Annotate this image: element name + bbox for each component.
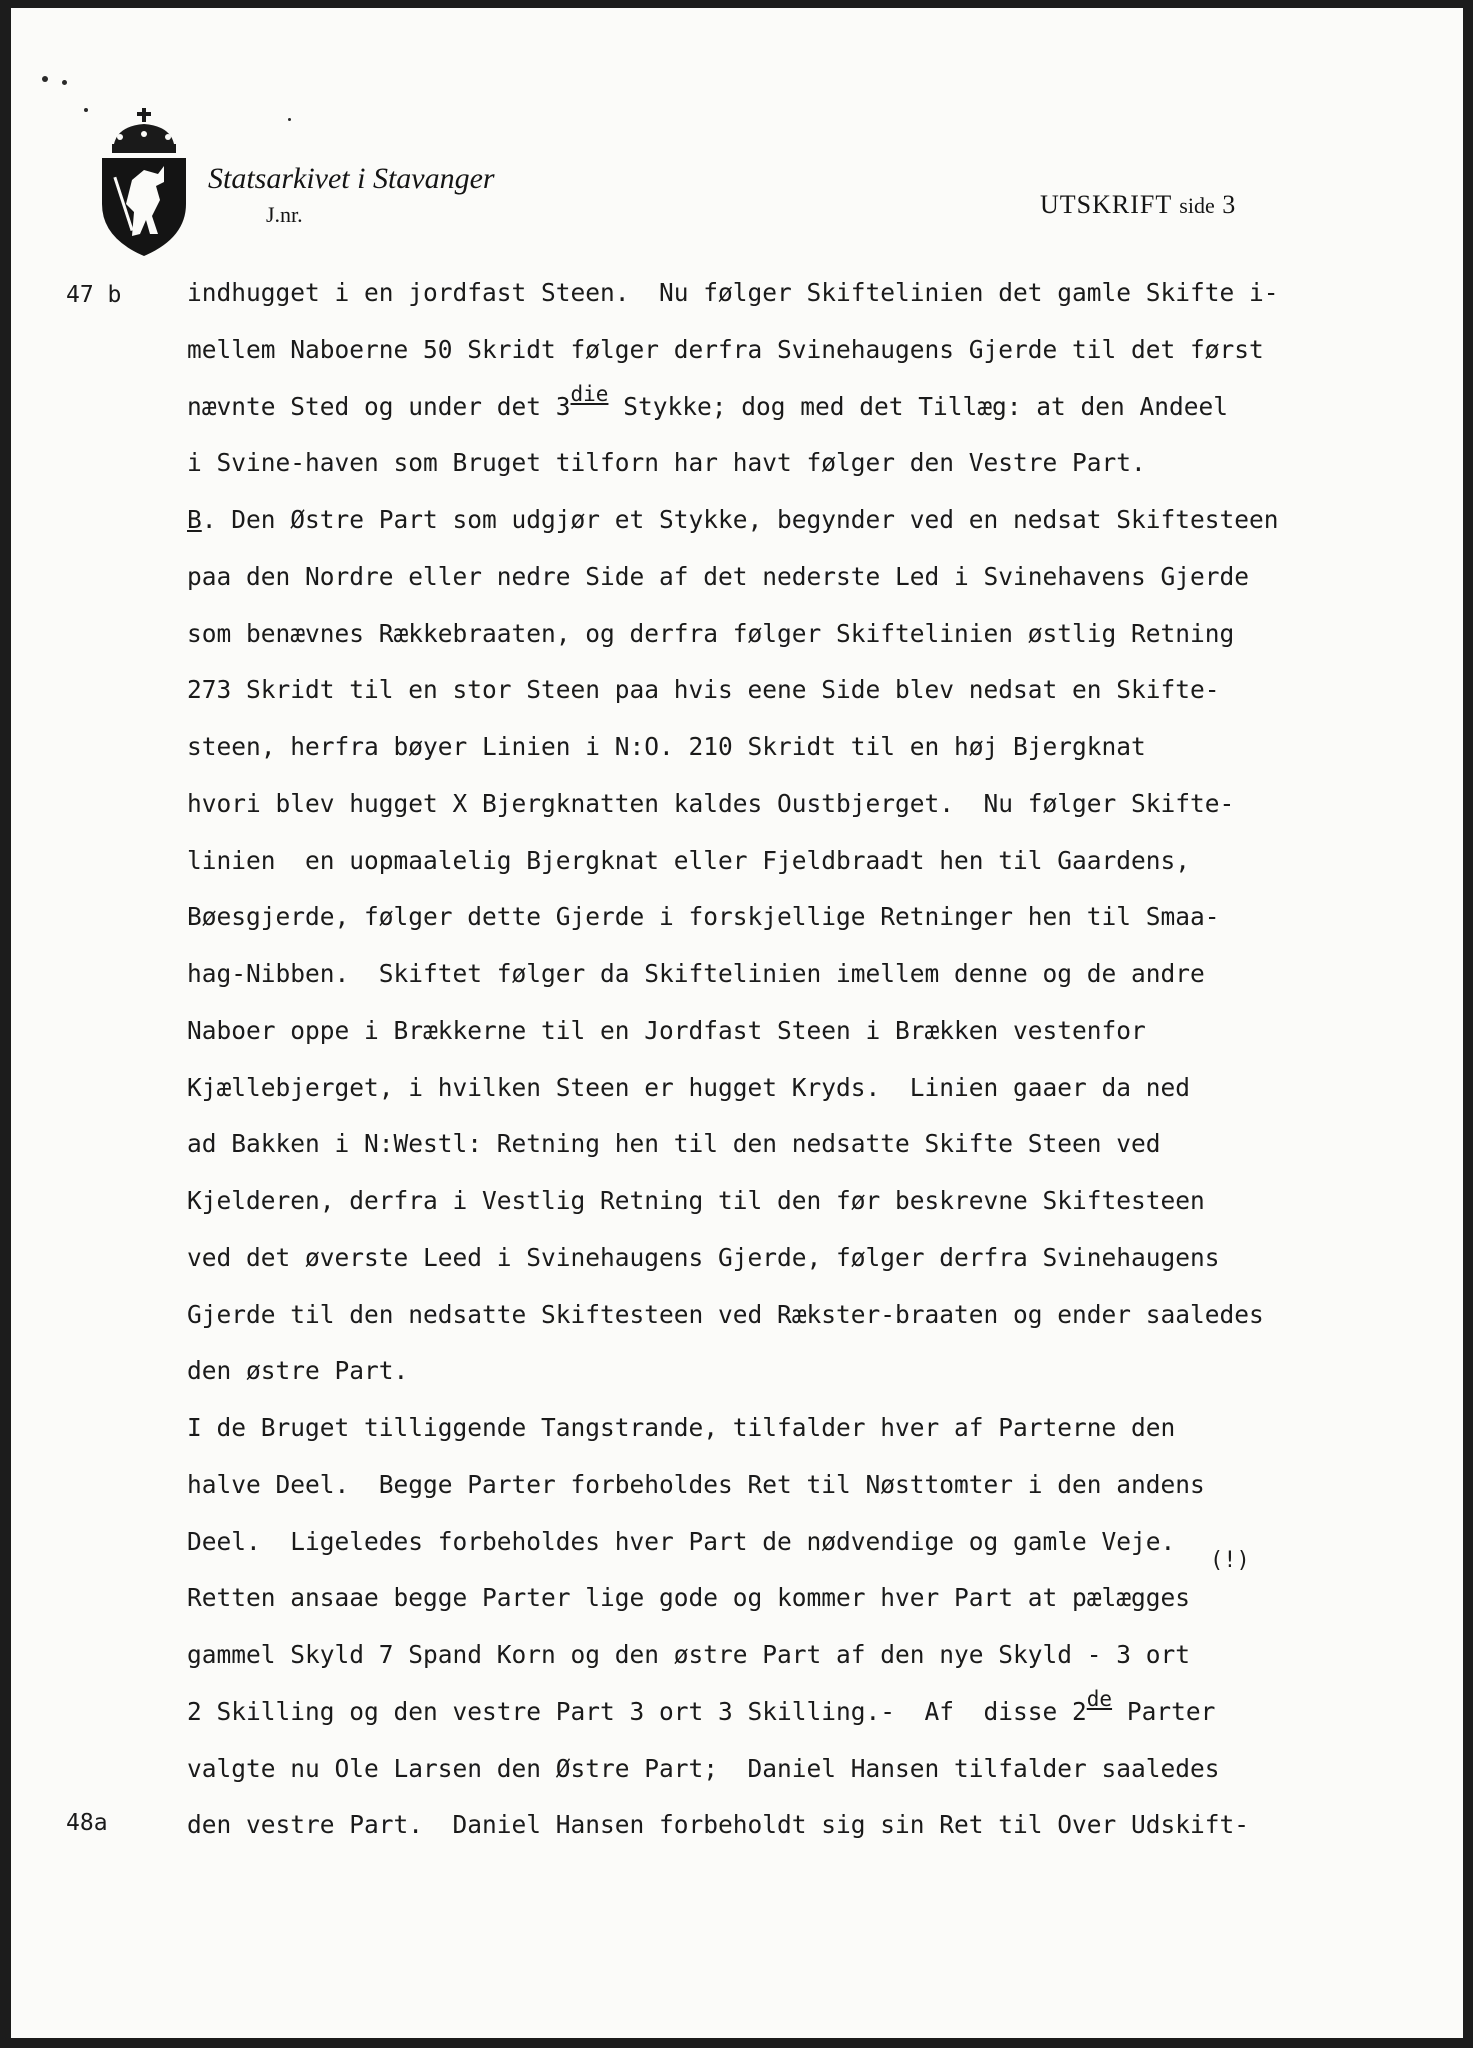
side-label: side [1179,193,1215,218]
text-line: Kjællebjerget, i hvilken Steen er hugget Kryds. Linien gaaer da ned [187,1073,1191,1102]
text-line: Retten ansaae begge Parter lige gode og kommer hver Part at pælægges [187,1583,1191,1612]
norwegian-coat-of-arms-icon [98,108,190,258]
margin-speck [62,80,67,85]
text-line: som benævnes Rækkebraaten, og derfra følger Skiftelinien østlig Retning [187,619,1235,648]
ordinal-superscript: die [570,382,609,406]
text-line: ved det øverste Leed i Svinehaugens Gjerde, følger derfra Svinehaugens [187,1243,1220,1272]
page-header [1040,190,1236,220]
text-line: Naboer oppe i Brækkerne til en Jordfast Steen i Brækken vestenfor [187,1016,1146,1045]
exclamation-annotation: (!) [1210,1548,1250,1573]
text-segment: 2 Skilling og den vestre Part 3 ort 3 Skilling.- Af disse 2 [187,1697,1087,1726]
text-line: i Svine-haven som Bruget tilforn har havt følger den Vestre Part. [187,448,1146,477]
text-line [187,382,1228,421]
text-segment: Stykke; dog med det Tillæg: at den Andeel [608,392,1228,421]
text-line: Deel. Ligeledes forbeholdes hver Part de nødvendige og gamle Veje. [187,1527,1176,1556]
ordinal-superscript: de [1086,1687,1113,1711]
text-line [187,1687,1216,1726]
text-line: Kjelderen, derfra i Vestlig Retning til den før beskrevne Skiftesteen [187,1186,1205,1215]
text-line: paa den Nordre eller nedre Side af det nederste Led i Svinehavens Gjerde [187,562,1250,591]
text-line: 273 Skridt til en stor Steen paa hvis eene Side blev nedsat en Skifte- [187,675,1220,704]
text-segment: nævnte Sted og under det 3 [187,392,571,421]
text-segment: . Den Østre Part som udgjør et Stykke, begynder ved en nedsat Skiftesteen [201,505,1279,534]
margin-speck [84,108,88,112]
text-line: mellem Naboerne 50 Skridt følger derfra Svinehaugens Gjerde til det først [187,335,1264,364]
text-line: den østre Part. [187,1356,409,1385]
page-number: 3 [1222,190,1237,219]
text-line: hvori blev hugget X Bjergknatten kaldes Oustbjerget. Nu følger Skifte- [187,789,1235,818]
text-line: gammel Skyld 7 Spand Korn og den østre Part af den nye Skyld - 3 ort [187,1640,1191,1669]
text-line: I de Bruget tilliggende Tangstrande, tilfalder hver af Parterne den [187,1413,1176,1442]
utskrift-label: UTSKRIFT [1040,190,1172,219]
archive-name: Statsarkivet i Stavanger [208,162,495,195]
journal-number-label: J.nr. [266,202,303,227]
text-line: indhugget i en jordfast Steen. Nu følger Skiftelinien det gamle Skifte i- [187,278,1279,307]
margin-note-47b: 47 b [66,282,122,308]
margin-note-48a: 48a [66,1810,108,1836]
text-line: valgte nu Ole Larsen den Østre Part; Daniel Hansen tilfalder saaledes [187,1754,1220,1783]
text-line: linien en uopmaalelig Bjergknat eller Fjeldbraadt hen til Gaardens, [187,846,1191,875]
text-line: Gjerde til den nedsatte Skiftesteen ved Rækster-braaten og ender saaledes [187,1300,1264,1329]
margin-speck [288,118,291,121]
text-line: steen, herfra bøyer Linien i N:O. 210 Skridt til en høj Bjergknat [187,732,1146,761]
text-line: Bøesgjerde, følger dette Gjerde i forskjellige Retninger hen til Smaa- [187,902,1220,931]
text-line: hag-Nibben. Skiftet følger da Skiftelinien imellem denne og de andre [187,959,1205,988]
section-marker: B [187,505,202,534]
text-line: halve Deel. Begge Parter forbeholdes Ret til Nøsttomter i den andens [187,1470,1205,1499]
text-line: ad Bakken i N:Westl: Retning hen til den nedsatte Skifte Steen ved [187,1129,1161,1158]
text-line: den vestre Part. Daniel Hansen forbeholdt sig sin Ret til Over Udskift- [187,1810,1250,1839]
text-segment: Parter [1112,1697,1216,1726]
margin-speck [42,76,48,82]
text-line [187,505,1279,534]
